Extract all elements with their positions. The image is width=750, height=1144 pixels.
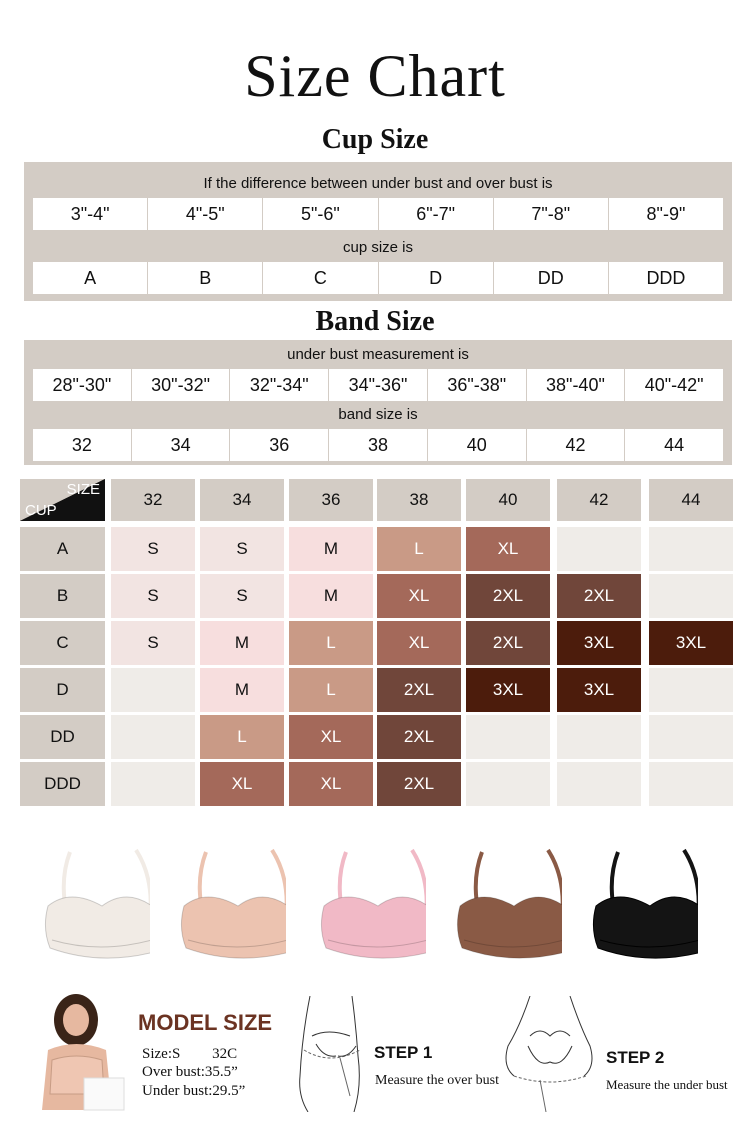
- band-number-cell: 42: [527, 429, 626, 461]
- grid-corner: [20, 479, 105, 521]
- cup-result-label: cup size is: [342, 239, 414, 256]
- band-measure-cell: 28"-30": [33, 369, 132, 401]
- band-number-cell: 38: [329, 429, 428, 461]
- grid-size-cell: XL: [466, 527, 550, 571]
- grid-row-header: DDD: [20, 762, 105, 806]
- grid-size-cell: [466, 715, 550, 759]
- band-measure-row: [33, 369, 723, 401]
- pink-bra: [316, 848, 426, 966]
- grid-size-cell: XL: [289, 762, 373, 806]
- grid-size-cell: 2XL: [466, 574, 550, 618]
- grid-column-header: 40: [466, 479, 550, 521]
- grid-size-cell: M: [200, 668, 284, 712]
- band-number-row: [33, 429, 723, 461]
- brown-bra: [452, 848, 562, 966]
- grid-size-cell: [649, 715, 733, 759]
- grid-size-cell: S: [111, 574, 195, 618]
- cup-diff-label: If the difference between under bust and over bust is: [203, 175, 553, 192]
- model-size-line: [142, 1046, 237, 1063]
- cup-size-heading: Cup Size: [321, 124, 429, 155]
- band-number-cell: 32: [33, 429, 132, 461]
- grid-row-header: A: [20, 527, 105, 571]
- grid-column-header: 38: [377, 479, 461, 521]
- corner-cup-label: CUP: [25, 502, 57, 519]
- grid-size-cell: 2XL: [377, 668, 461, 712]
- grid-size-cell: M: [200, 621, 284, 665]
- model-photo: [28, 990, 128, 1112]
- band-measure-cell: 30"-32": [132, 369, 231, 401]
- grid-size-cell: 2XL: [557, 574, 641, 618]
- band-number-cell: 44: [664, 434, 685, 455]
- nude-bra: [176, 848, 286, 966]
- grid-size-cell: [649, 574, 733, 618]
- grid-size-cell: 2XL: [466, 621, 550, 665]
- band-measure-cell: 40"-42": [644, 374, 704, 395]
- grid-size-cell: 3XL: [557, 621, 641, 665]
- model-over-bust: Over bust:35.5”: [142, 1064, 238, 1080]
- grid-size-cell: [557, 715, 641, 759]
- grid-size-cell: 3XL: [649, 621, 733, 665]
- step2-figure: [500, 996, 600, 1112]
- grid-size-cell: [557, 762, 641, 806]
- step2-desc: Measure the under bust: [606, 1077, 728, 1092]
- grid-column-header: 36: [289, 479, 373, 521]
- cup-diff-row: [33, 198, 723, 230]
- grid-size-cell: [466, 762, 550, 806]
- corner-size-label: SIZE: [66, 481, 100, 498]
- cup-diff-cell: 6"-7": [379, 198, 494, 230]
- cup-letter-cell: A: [33, 262, 148, 294]
- band-measure-cell: 38"-40": [527, 369, 626, 401]
- grid-row-header: B: [20, 574, 105, 618]
- grid-size-cell: 3XL: [557, 668, 641, 712]
- grid-row-header: D: [20, 668, 105, 712]
- grid-row-header: DD: [20, 715, 105, 759]
- band-size-heading: Band Size: [315, 306, 435, 337]
- grid-size-cell: L: [200, 715, 284, 759]
- cup-diff-cell: 3"-4": [33, 198, 148, 230]
- cup-letter-cell: B: [148, 262, 263, 294]
- model-size-label: Size:S: [142, 1046, 181, 1062]
- cup-diff-cell: 5"-6": [263, 198, 378, 230]
- grid-size-cell: L: [289, 668, 373, 712]
- band-measure-cell: 34"-36": [329, 369, 428, 401]
- cup-letter-cell: C: [263, 262, 378, 294]
- cup-size-table: [24, 162, 732, 301]
- band-measure-label: under bust measurement is: [287, 346, 469, 363]
- band-measure-cell: 32"-34": [230, 369, 329, 401]
- grid-size-cell: XL: [200, 762, 284, 806]
- ivory-bra: [40, 848, 150, 966]
- step2-title: STEP 2: [606, 1048, 665, 1067]
- step1-desc: Measure the over bust: [375, 1073, 500, 1088]
- grid-size-cell: [557, 527, 641, 571]
- grid-size-cell: M: [289, 527, 373, 571]
- grid-size-cell: 2XL: [377, 762, 461, 806]
- grid-size-cell: 3XL: [466, 668, 550, 712]
- grid-row-header: C: [20, 621, 105, 665]
- cup-letter-cell: DD: [494, 262, 609, 294]
- cup-letter-row: [33, 262, 723, 294]
- grid-column-header: 32: [111, 479, 195, 521]
- model-under-bust: Under bust:29.5”: [142, 1083, 246, 1099]
- grid-size-cell: [111, 762, 195, 806]
- grid-size-cell: S: [200, 574, 284, 618]
- cup-letter-cell: D: [379, 262, 494, 294]
- cup-diff-cell: 8"-9": [646, 203, 686, 224]
- grid-size-cell: S: [111, 621, 195, 665]
- grid-size-cell: XL: [377, 574, 461, 618]
- cup-diff-cell: 7"-8": [494, 198, 609, 230]
- model-size-title: MODEL SIZE: [138, 1010, 273, 1035]
- grid-column-header: 44: [649, 479, 733, 521]
- band-number-cell: 36: [230, 429, 329, 461]
- grid-size-cell: [649, 527, 733, 571]
- grid-size-cell: L: [289, 621, 373, 665]
- band-measure-cell: 36"-38": [428, 369, 527, 401]
- band-result-label: band size is: [338, 406, 418, 423]
- step1-title: STEP 1: [374, 1043, 433, 1062]
- grid-size-cell: [111, 668, 195, 712]
- grid-column-header: 42: [557, 479, 641, 521]
- step1-figure: [290, 996, 368, 1112]
- page-title: Size Chart: [244, 43, 506, 109]
- grid-size-cell: L: [377, 527, 461, 571]
- black-bra: [588, 848, 698, 966]
- grid-size-cell: S: [111, 527, 195, 571]
- grid-size-cell: 2XL: [377, 715, 461, 759]
- grid-size-cell: XL: [289, 715, 373, 759]
- cup-letter-cell: DDD: [646, 267, 686, 288]
- grid-size-cell: [111, 715, 195, 759]
- model-size-value: 32C: [212, 1046, 238, 1062]
- band-size-table: [24, 340, 732, 465]
- grid-size-cell: S: [200, 527, 284, 571]
- grid-size-cell: M: [289, 574, 373, 618]
- band-number-cell: 34: [132, 429, 231, 461]
- band-number-cell: 40: [428, 429, 527, 461]
- grid-column-header: 34: [200, 479, 284, 521]
- grid-size-cell: [649, 668, 733, 712]
- grid-size-cell: [649, 762, 733, 806]
- grid-size-cell: XL: [377, 621, 461, 665]
- cup-diff-cell: 4"-5": [148, 198, 263, 230]
